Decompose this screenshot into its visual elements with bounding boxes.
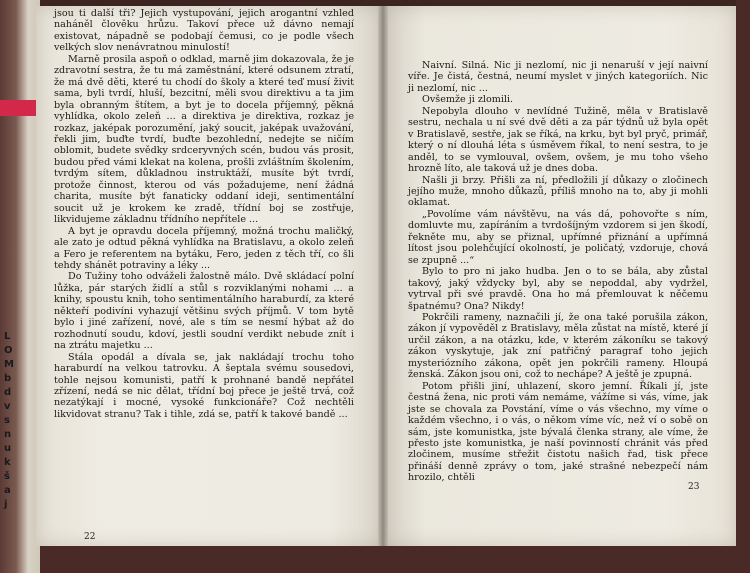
book-edge-letter: d xyxy=(4,387,12,398)
book-edge-letter: O xyxy=(4,345,13,356)
book-edge-red-strip xyxy=(0,100,40,116)
paragraph: Bylo to pro ni jako hudba. Jen o to se bála, aby zůstal takový, jaký vždycky byl, aby se nepoddal, aby vydržel, vytrval při své pravdě. Ona ho má přemlouvat k něčemu špatnému? Ona? Nikdy! xyxy=(408,266,708,312)
paragraph: A byt je opravdu docela příjemný, možná trochu maličký, ale zato je odtud pěkná vyhlídka na Bratislavu, a okolo zeleň a Fero je referentem na bytáku, Fero, jeden z těch tří, co šli tehdy shánět potraviny a léky ... xyxy=(54,225,354,271)
paragraph: jsou ti další tři? Jejich vystupování, jejich arogantní vzhled naháněl člověku hrůzu. Takoví přece už dávno nemají existovat, nápadně se podobají čemusi, co je podle všech velkých slov nenávratnou minulostí! xyxy=(54,8,354,54)
book-edge-letter: s xyxy=(4,415,10,426)
paragraph: „Povolíme vám návštěvu, na vás dá, pohovořte s ním, domluvte mu, zapíráním a tvrdošíjným vzdorem si jen škodí, řekněte mu, aby se přiznal, upřímné přiznání a upřímná lítost jsou polehčující okolností, je poličatý, vzdoruje, chová se zpupně ...“ xyxy=(408,208,708,266)
paragraph: Do Tužiny toho odváželi žalostně málo. Dvě skládací polní lůžka, pár starých židlí a stůl s rozviklanými nohami ... a knihy, spoustu knih, toho sentimentálního haraburdí, za které někteří podivíni vyhazují většinu svých příjmů. V tom bytě bylo i jiné zařízení, nové, ale s tím se nesmí hýbat až do rozhodnutí soudu, kdoví, jestli soudní verdikt nebude znít i na ztrátu majetku ... xyxy=(54,271,354,352)
page-number-left: 22 xyxy=(84,532,96,542)
paragraph: Pokrčili rameny, naznačili jí, že ona také porušila zákon, zákon jí vypověděl z Bratislavy, měla zůstat na místě, které jí určil zákon, a na otázku, kde, v kterém zákoníku se takový zákon vyskytuje, jak zní patřičný paragraf toho jejich mysteriózního zákona, opět jen pokrčili rameny. Hloupá ženská. Zákon jsou oni, což to nechápe? A ještě je zpupná. xyxy=(408,311,708,381)
right-page-text xyxy=(408,60,708,484)
paragraph: Potom přišli jiní, uhlazení, skoro jemní. Říkali jí, jste čestná žena, nic proti vám nemáme, vážíme si vás, víme, jak jste se chovala za Povstání, víme o vás všechno, my víme o každém všechno, i o vás, o někom víme víc, než ví o sobě on sám, jste komunistka, jste bývalá členka strany, ale víme, že přesto jste komunistka, je naší povinností chránit vás před zločinem, musíme střežit čistotu našich řad, tisk přece přináší denně zprávy o tom, jaké strašné nebezpečí nám hrozilo, chtěli xyxy=(408,380,708,484)
book-edge-letters xyxy=(4,330,34,512)
paragraph: Nepobyla dlouho v nevlídné Tužině, měla v Bratislavě sestru, nechala u ní své dvě děti a za pár týdnů už byla opět v Bratislavě, sestře, jak se říká, na krku, byt byl pryč, primář, který o ní dlouhá léta s úsměvem říkal, to není sestra, to je anděl, to se vymlouval, ovšem, ovšem, je mu toho všeho hrozně líto, ale taková už je dnes doba. xyxy=(408,105,708,175)
paragraph: Našli ji brzy. Přišli za ní, předložili jí důkazy o zločinech jejího muže, mnoho důkazů, příliš mnoho na to, aby ji mohli oklamat. xyxy=(408,174,708,209)
book-edge-letter: a xyxy=(4,485,11,496)
book-edge-letter: k xyxy=(4,457,11,468)
book-gutter xyxy=(378,6,388,546)
book-edge-letter: u xyxy=(4,443,12,454)
paragraph: Ovšemže ji zlomili. xyxy=(422,94,514,106)
book-edge-letter: v xyxy=(4,401,11,412)
page-number-right: 23 xyxy=(688,482,700,492)
paragraph: Marně prosila aspoň o odklad, marně jim dokazovala, že je zdravotní sestra, že tu má zaměstnání, které odsunem ztratí, že má dvě děti, které tu chodí do školy a které teď musí živit sama, byli tvrdí, hluší, bezcitní, měli svou direktivu a ta jim byla obranným štítem, a byt je to docela příjemný, pěkná vyhlídka, okolo zeleň ... a direktiva je direktiva, rozkaz je rozkaz, jaképak porozumění, jaký soucit, jaképak uvažování, řekli jim, buďte tvrdí, buďte bezohlední, nedejte se ničím oblomit, budete svědky srdceryvných scén, budou vás prosit, budou před vámi klekat na kolena, prošli zvláštním školením, tvrdým sítem, důkladnou instruktáží, musíte být tvrdí, protože činnost, kterou od vás požadujeme, není žádná charita, musíte být fanaticky oddaní ideji, sentimentální soucit už je krokem ke zradě, třídní boj se zostřuje, likvidujeme základnu třídního nepřítele ... xyxy=(54,53,354,226)
paragraph: Naivní. Silná. Nic ji nezlomí, nic ji nenaruší v její naivní víře. Je čistá, čestná, neumí myslet v jiných kategoriích. Nic ji nezlomí, nic ... xyxy=(408,60,708,94)
book-edge-letter: b xyxy=(4,373,12,384)
book-edge-letter: L xyxy=(4,331,11,342)
book-edge-letter: š xyxy=(4,471,10,482)
book-edge-letter: n xyxy=(4,429,12,440)
book-edge-letter: M xyxy=(4,359,14,370)
book-edge-letter: j xyxy=(4,499,8,510)
left-page-text xyxy=(54,8,354,420)
paragraph: Stála opodál a dívala se, jak nakládají trochu toho haraburdí na velkou tatrovku. A šeptala svému sousedovi, tohle nejsou komunisti, patří k prohnané bandě nepřátel zřízení, nedá se nic dělat, třídní boj přece je ještě trvá, což nezatýkají i mocné, vysoké funkcionáře? Což nechtěli likvidovat stranu? Tak i tihle, zdá se, patří k takové bandě ... xyxy=(54,351,354,420)
